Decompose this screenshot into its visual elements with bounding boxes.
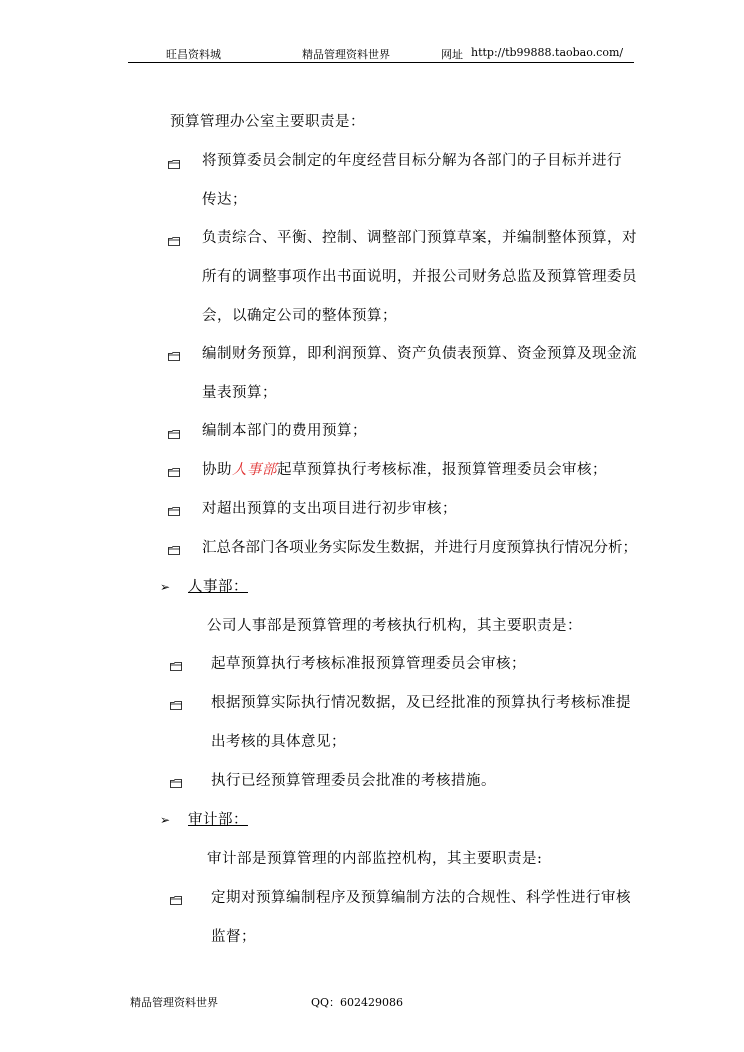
folder-icon [168,468,180,477]
footer-left: 精品管理资料世界 [130,996,218,1009]
office-item-2-line-1: 负责综合、平衡、控制、调整部门预算草案，并编制整体预算，对 [202,230,637,246]
hr-intro: 公司人事部是预算管理的考核执行机构，其主要职责是： [207,618,582,634]
hr-department-link[interactable]: 人事部 [232,462,277,478]
folder-icon [170,779,182,788]
folder-icon [170,896,182,905]
office-item-5: 对超出预算的支出项目进行初步审核； [202,501,457,517]
office-item-6: 汇总各部门各项业务实际发生数据，并进行月度预算执行情况分析； [202,540,637,556]
office-item-1-line-1: 将预算委员会制定的年度经营目标分解为各部门的子目标并进行 [202,153,622,169]
folder-icon [168,237,180,246]
folder-icon [168,160,180,169]
office-item-3-line-1: 编制财务预算，即利润预算、资产负债表预算、资金预算及现金流 [202,346,637,362]
arrow-bullet-icon: ➢ [160,813,171,827]
office-item-3-line-2: 量表预算； [202,385,277,401]
header-url-label: 网址 [441,48,463,61]
folder-icon [170,701,182,710]
header-world-name: 精品管理资料世界 [302,48,390,61]
office-item-2-line-3: 会，以确定公司的整体预算； [202,308,397,324]
hr-item-1: 起草预算执行考核标准报预算管理委员会审核； [211,656,526,672]
folder-icon [170,662,182,671]
audit-item-1-line-2: 监督； [211,929,256,945]
office-item-1-line-2: 传达； [202,192,247,208]
office-intro: 预算管理办公室主要职责是： [170,114,365,130]
audit-heading: 审计部： [188,812,248,828]
audit-intro: 审计部是预算管理的内部监控机构，其主要职责是: [207,851,543,867]
page-header [128,44,634,63]
arrow-bullet-icon: ➢ [160,580,171,594]
assist-prefix: 协助 [202,462,232,478]
office-item-assist [202,460,607,480]
hr-heading: 人事部： [188,579,248,595]
office-item-4: 编制本部门的费用预算； [202,423,367,439]
assist-suffix: 起草预算执行考核标准，报预算管理委员会审核； [277,462,607,478]
folder-icon [168,507,180,516]
footer-qq: QQ：602429086 [311,996,404,1009]
header-shop-name: 旺昌资料城 [166,48,221,61]
hr-item-2-line-1: 根据预算实际执行情况数据，及已经批准的预算执行考核标准提 [211,695,631,711]
audit-item-1-line-1: 定期对预算编制程序及预算编制方法的合规性、科学性进行审核 [211,890,631,906]
office-item-2-line-2: 所有的调整事项作出书面说明，并报公司财务总监及预算管理委员 [202,269,637,285]
folder-icon [168,430,180,439]
hr-item-3: 执行已经预算管理委员会批准的考核措施。 [211,773,496,789]
hr-item-2-line-2: 出考核的具体意见； [211,734,346,750]
header-url-link[interactable]: http://tb99888.taobao.com/ [471,46,624,59]
folder-icon [168,352,180,361]
folder-icon [168,546,180,555]
